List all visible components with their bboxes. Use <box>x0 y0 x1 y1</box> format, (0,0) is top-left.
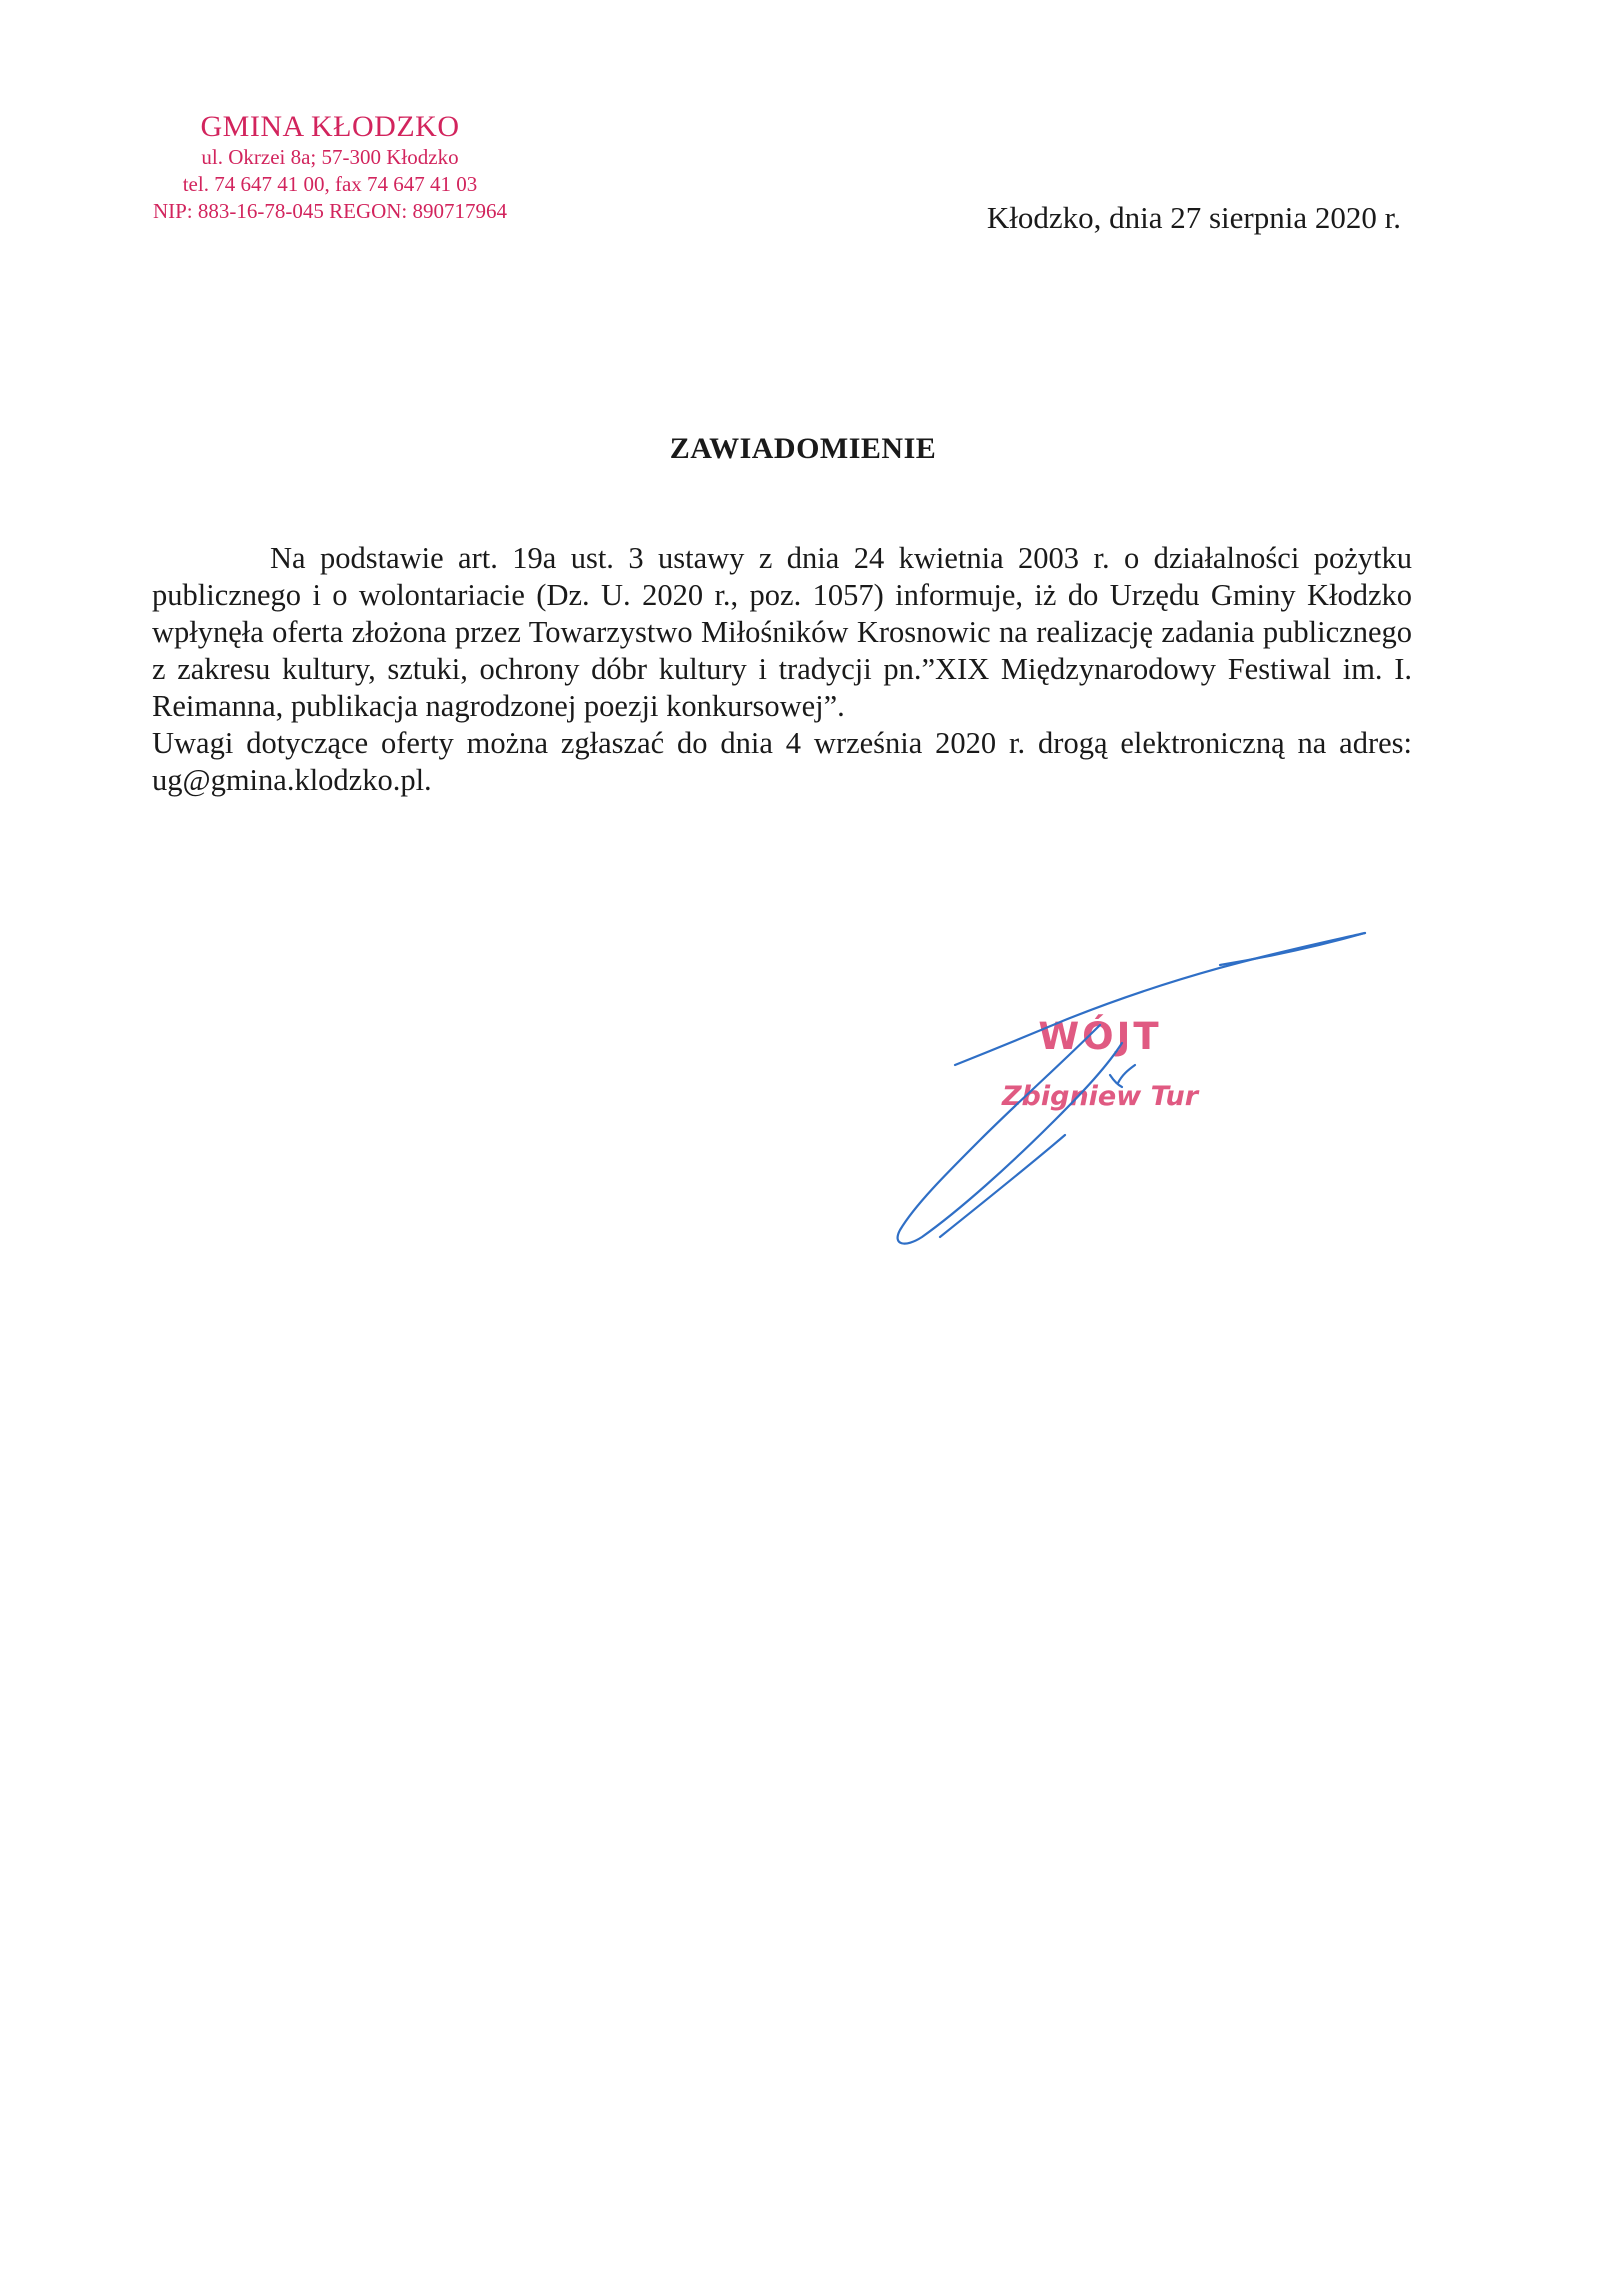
letterhead-name: GMINA KŁODZKO <box>200 110 460 143</box>
document-date: Kłodzko, dnia 27 sierpnia 2020 r. <box>986 200 1401 235</box>
signature-role: WÓJT <box>1038 1015 1162 1058</box>
body-paragraph-1: Na podstawie art. 19a ust. 3 ustawy z dnia 24 kwietnia 2003 r. o działalności pożytku publicznego i o wolontariacie (Dz. U. 2020 r., poz. 1057) informuje, iż do Urzędu Gminy Kłodzko wpłynęła oferta złożona przez Towarzystwo Miłośników Krosnowic na realizację zadania publicznego z zakresu kultury, sztuki, ochrony dóbr kultury i tradycji pn.”XIX Międzynarodowy Festiwal im. I. Reimanna, publikacja nagrodzonej poezji konkursowej”. <box>152 541 1412 723</box>
letterhead-address: ul. Okrzei 8a; 57-300 Kłodzko <box>201 145 459 169</box>
letterhead-phone: tel. 74 647 41 00, fax 74 647 41 03 <box>182 172 478 196</box>
letterhead-stamp <box>100 110 560 225</box>
signature-stamp <box>960 1015 1240 1117</box>
document-title: ZAWIADOMIENIE <box>669 432 937 465</box>
body-paragraph-2: Uwagi dotyczące oferty można zgłaszać do dnia 4 września 2020 r. drogą elektroniczną na adres: ug@gmina.klodzko.pl. <box>152 726 1412 797</box>
signature-person: Zbigniew Tur <box>1001 1081 1199 1112</box>
document-body <box>152 540 1412 799</box>
letterhead-ids: NIP: 883-16-78-045 REGON: 890717964 <box>152 199 508 223</box>
